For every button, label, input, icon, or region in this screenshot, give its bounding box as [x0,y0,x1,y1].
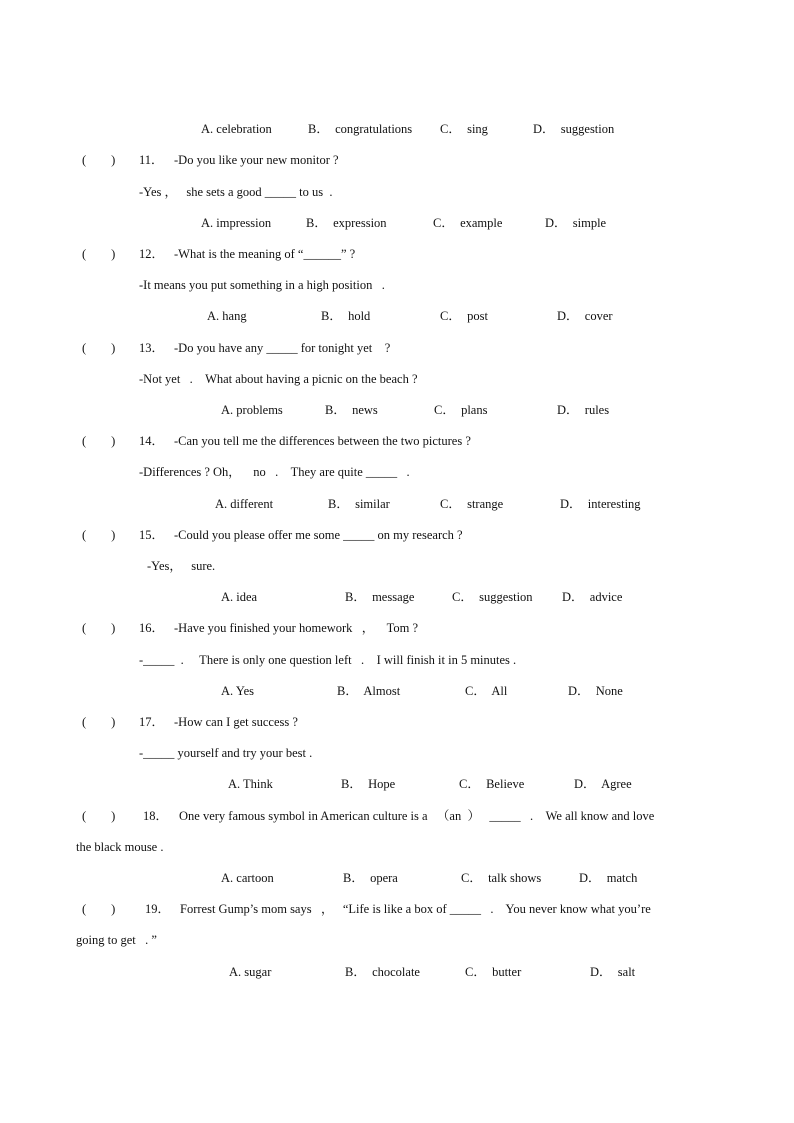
answer-blank: ( ) [82,341,116,355]
question-text: -How can I get success ? [174,715,298,729]
option-d: D． rules [557,403,610,417]
question-text: -Do you have any _____ for tonight yet ? [174,341,391,355]
question-text: -Do you like your new monitor ? [174,153,339,167]
question-text-continued: going to get . ” [76,933,157,947]
option-a: A. problems [221,403,283,417]
question-number: 12． [139,247,165,261]
question-number: 14． [139,434,165,448]
option-a: A. Think [228,777,273,791]
option-b: B． hold [321,309,371,323]
question-text: -Have you finished your homework ， Tom ? [174,621,418,635]
question-text: One very famous symbol in American culture is a （an ） _____ . We all know and love [179,809,655,823]
option-c: C． strange [440,497,504,511]
option-d: D． interesting [560,497,641,511]
option-a: A. idea [221,590,258,604]
option-c: C． post [440,309,488,323]
option-c: C． Believe [459,777,525,791]
question-number: 18． [143,809,169,823]
question-number: 13． [139,341,165,355]
answer-blank: ( ) [82,621,116,635]
question-text: -Could you please offer me some _____ on my research ? [174,528,463,542]
option-a: A. impression [201,216,272,230]
option-a: A. celebration [201,122,272,136]
answer-text: -Yes ， she sets a good _____ to us . [139,185,333,199]
option-d: D． simple [545,216,607,230]
option-b: B． news [325,403,378,417]
option-a: A. different [215,497,274,511]
answer-blank: ( ) [82,715,116,729]
answer-blank: ( ) [82,902,116,916]
question-number: 16． [139,621,165,635]
option-b: B． congratulations [308,122,413,136]
option-d: D． None [568,684,623,698]
answer-blank: ( ) [82,153,116,167]
option-b: B． Almost [337,684,401,698]
option-d: D． match [579,871,638,885]
option-b: B． similar [328,497,390,511]
option-a: A. hang [207,309,247,323]
question-text-continued: the black mouse . [76,840,164,854]
question-number: 19． [145,902,171,916]
option-b: B． expression [306,216,387,230]
option-c: C． butter [465,965,522,979]
question-text: -Can you tell me the differences between the two pictures ? [174,434,471,448]
option-c: C． sing [440,122,488,136]
option-b: B． opera [343,871,398,885]
answer-text: -_____ yourself and try your best . [139,746,313,760]
answer-blank: ( ) [82,809,116,823]
option-c: C． talk shows [461,871,542,885]
answer-blank: ( ) [82,434,116,448]
answer-blank: ( ) [82,528,116,542]
answer-text: -Not yet . What about having a picnic on the beach ? [139,372,418,386]
option-d: D． Agree [574,777,632,791]
option-b: B． Hope [341,777,396,791]
option-d: D． suggestion [533,122,615,136]
option-a: A. sugar [229,965,272,979]
option-d: D． cover [557,309,613,323]
answer-text: -It means you put something in a high position . [139,278,385,292]
question-text: -What is the meaning of “______” ? [174,247,356,261]
option-a: A. cartoon [221,871,274,885]
question-text: Forrest Gump’s mom says ， “Life is like a box of _____ . You never know what you’re [180,902,651,916]
option-d: D． advice [562,590,623,604]
answer-text: -Differences ? Oh， no . They are quite _____ . [139,465,410,479]
option-b: B． message [345,590,415,604]
option-c: C． suggestion [452,590,533,604]
option-c: C． plans [434,403,488,417]
answer-text: -_____ . There is only one question left . I will finish it in 5 minutes . [139,653,517,667]
question-number: 17． [139,715,165,729]
question-number: 15． [139,528,165,542]
answer-blank: ( ) [82,247,116,261]
question-number: 11． [139,153,164,167]
option-d: D． salt [590,965,636,979]
option-b: B． chocolate [345,965,420,979]
option-c: C． All [465,684,508,698]
option-a: A. Yes [221,684,255,698]
answer-text: -Yes， sure. [147,559,216,573]
option-c: C． example [433,216,503,230]
